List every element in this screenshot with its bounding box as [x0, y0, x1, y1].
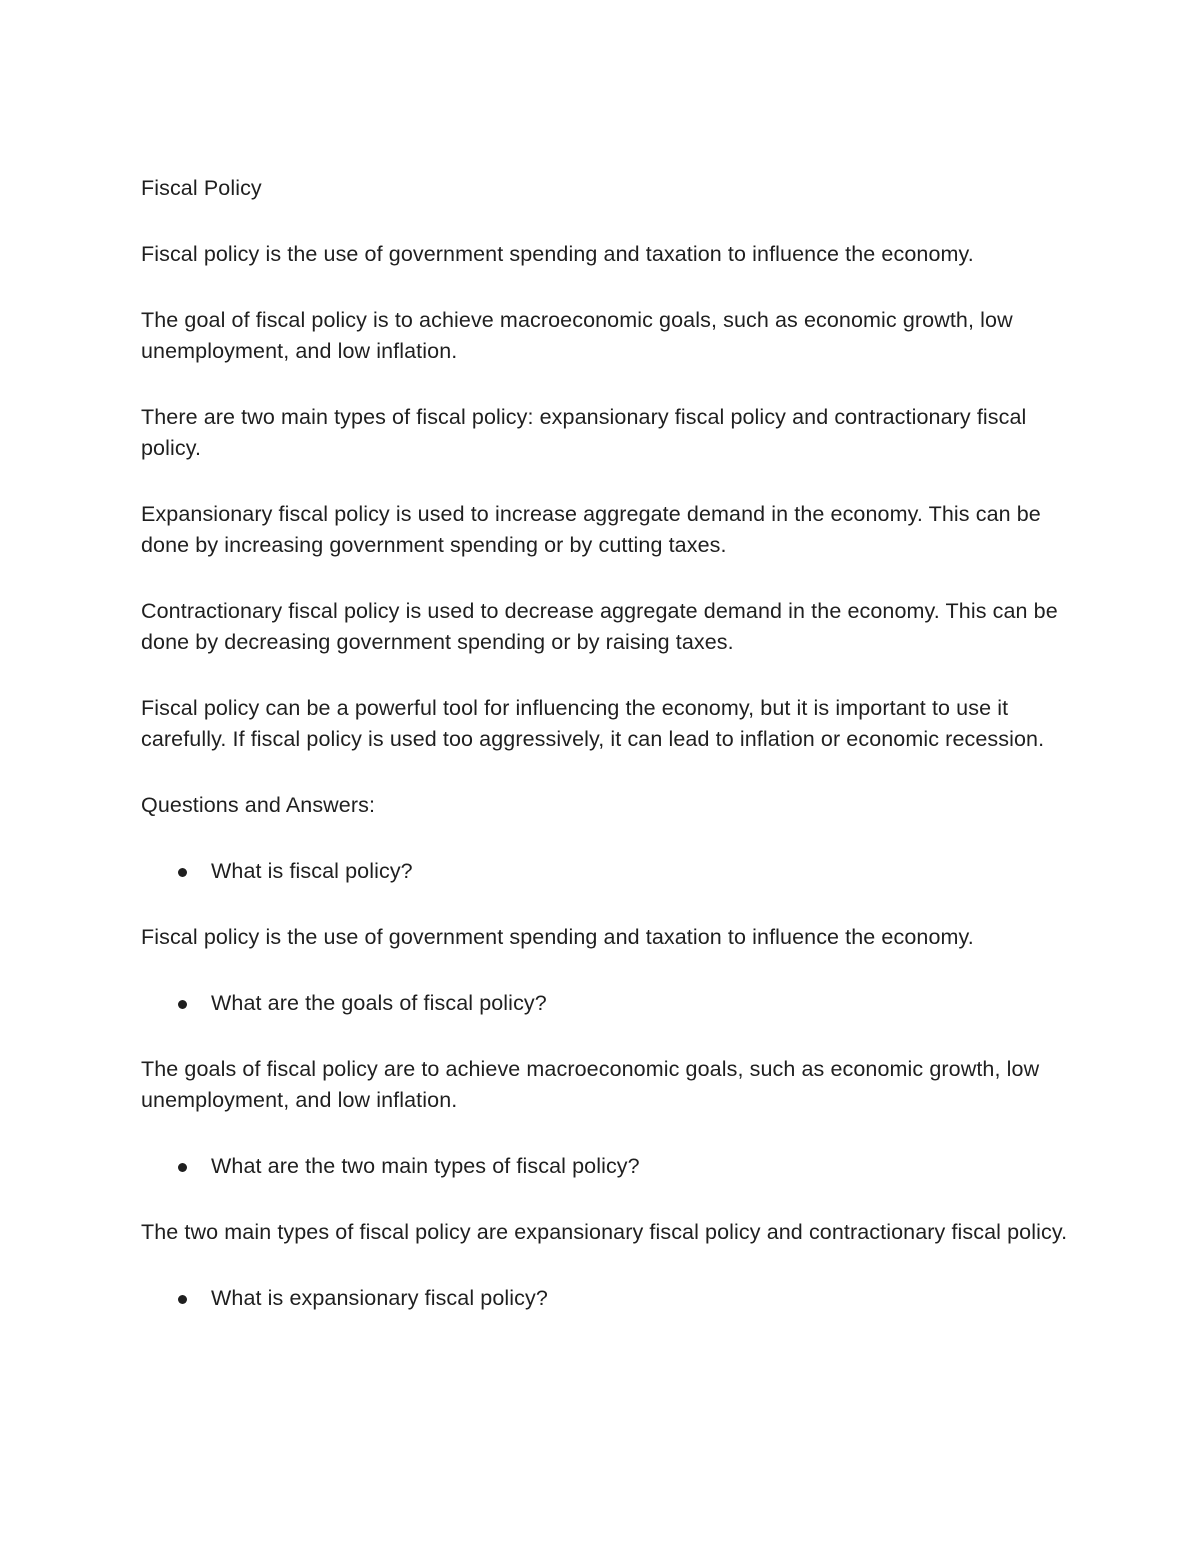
- question-item: [141, 988, 1071, 1019]
- question-item: [141, 1151, 1071, 1182]
- paragraph: Contractionary fiscal policy is used to decrease aggregate demand in the economy. This can be done by decreasing government spending or by raising taxes.: [141, 599, 1058, 654]
- question-text: What is expansionary fiscal policy?: [211, 1286, 548, 1310]
- question-item: [141, 856, 1071, 887]
- question-text: What are the goals of fiscal policy?: [211, 991, 547, 1015]
- paragraph: Fiscal policy is the use of government spending and taxation to influence the economy.: [141, 242, 974, 266]
- answer-text: The goals of fiscal policy are to achieve macroeconomic goals, such as economic growth, low unemployment, and low inflation.: [141, 1057, 1040, 1112]
- document-body: [141, 173, 1071, 1349]
- paragraph: There are two main types of fiscal policy: expansionary fiscal policy and contractionary fiscal policy.: [141, 405, 1027, 460]
- bullet-icon: [178, 1295, 187, 1304]
- document-title: Fiscal Policy: [141, 176, 262, 200]
- bullet-icon: [178, 1163, 187, 1172]
- bullet-icon: [178, 868, 187, 877]
- paragraph: Fiscal policy can be a powerful tool for influencing the economy, but it is important to use it carefully. If fiscal policy is used too aggressively, it can lead to inflation or economic recession.: [141, 696, 1045, 751]
- answer-text: The two main types of fiscal policy are expansionary fiscal policy and contractionary fiscal policy.: [141, 1220, 1068, 1244]
- question-list: [141, 988, 1071, 1019]
- qa-heading: Questions and Answers:: [141, 793, 376, 817]
- paragraph: The goal of fiscal policy is to achieve macroeconomic goals, such as economic growth, low unemployment, and low inflation.: [141, 308, 1013, 363]
- answer-text: Fiscal policy is the use of government spending and taxation to influence the economy.: [141, 925, 974, 949]
- question-item: [141, 1283, 1071, 1314]
- question-list: [141, 856, 1071, 887]
- question-list: [141, 1151, 1071, 1182]
- question-list: [141, 1283, 1071, 1314]
- paragraph: Expansionary fiscal policy is used to increase aggregate demand in the economy. This can be done by increasing government spending or by cutting taxes.: [141, 502, 1041, 557]
- question-text: What are the two main types of fiscal policy?: [211, 1154, 640, 1178]
- bullet-icon: [178, 1000, 187, 1009]
- question-text: What is fiscal policy?: [211, 859, 413, 883]
